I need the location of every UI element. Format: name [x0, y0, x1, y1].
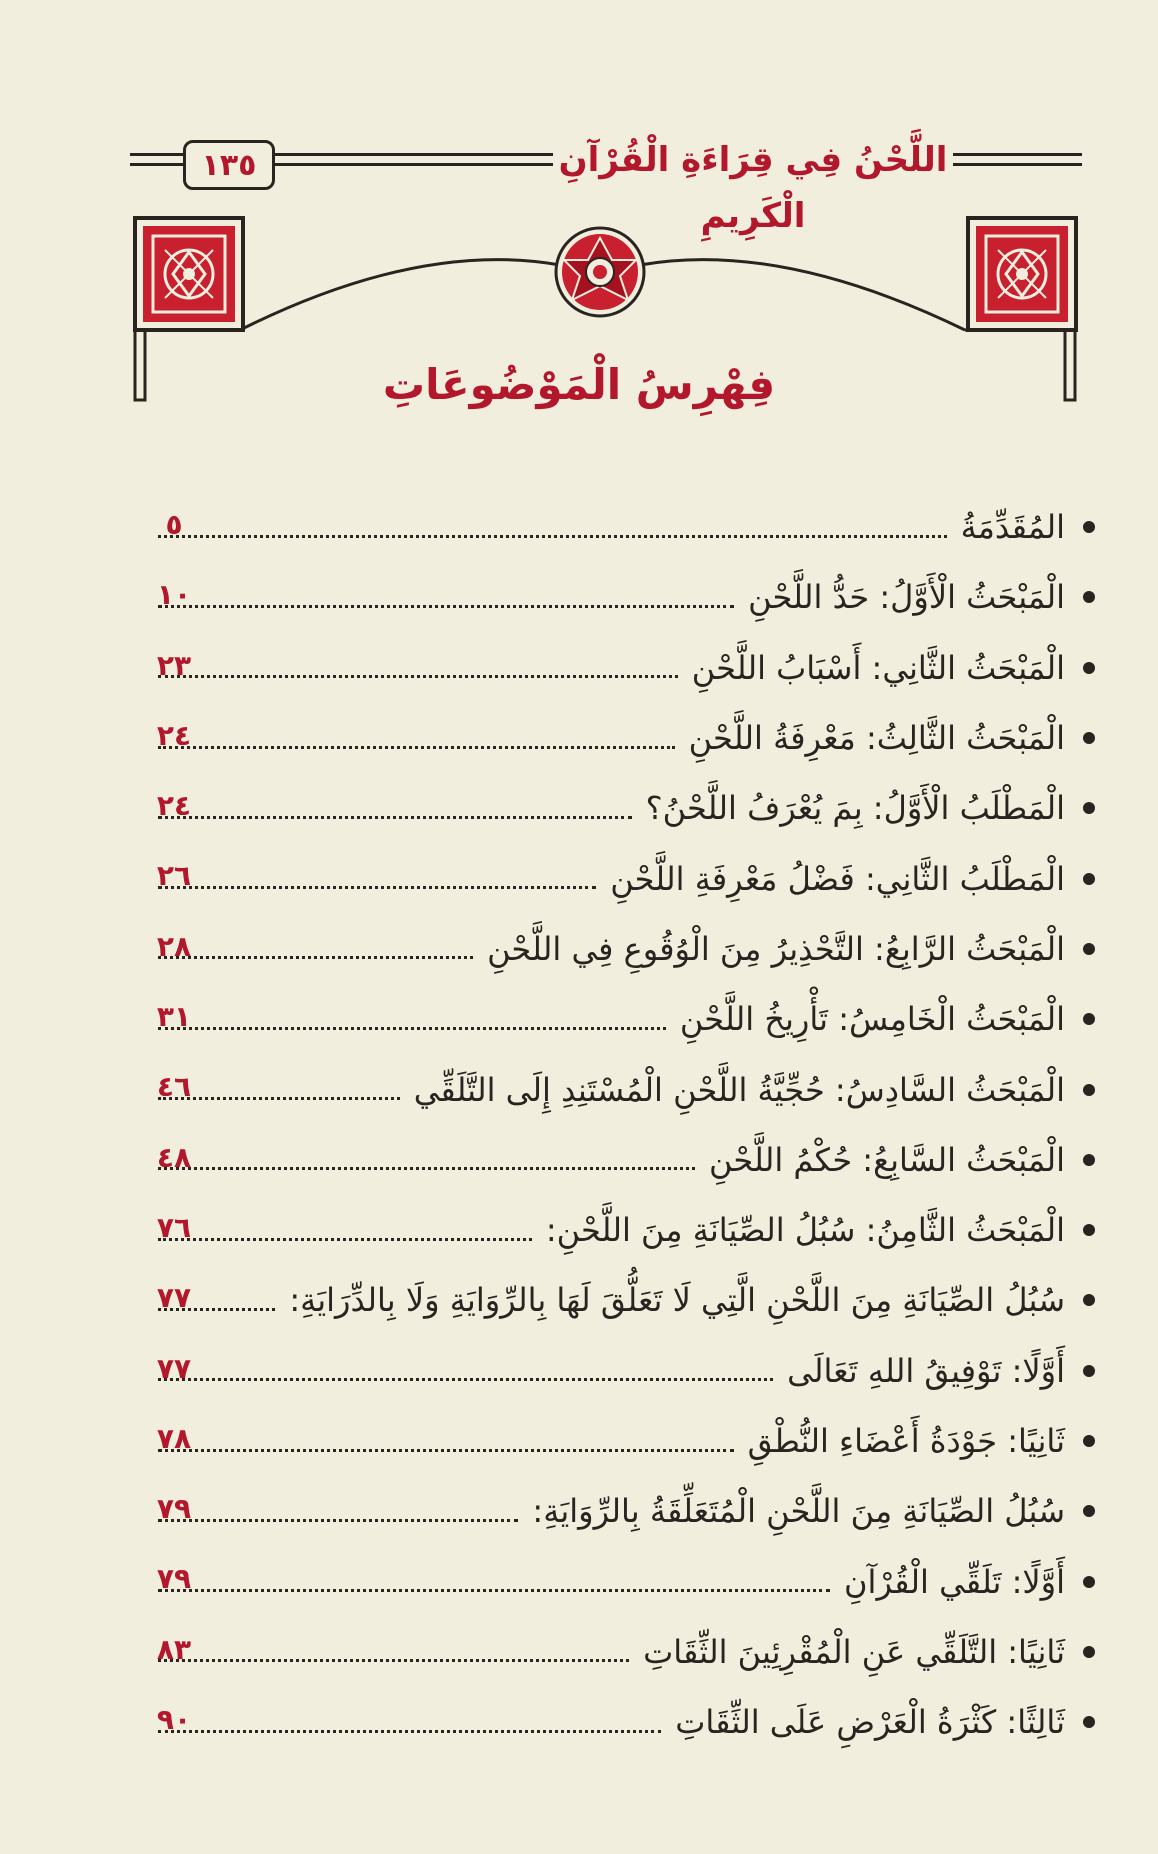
toc-entry-label: أَوَّلًا:: [1011, 1351, 1065, 1390]
toc-entry-text: [643, 1628, 1065, 1676]
toc-page-number: ٧٩: [156, 1562, 192, 1596]
toc-entry-label: الْمَطْلَبُ الثَّانِي:: [865, 859, 1065, 898]
bullet-icon: [1083, 732, 1095, 744]
toc-entry-label: الْمَبْحَثُ الثَّامِنُ:: [865, 1211, 1065, 1250]
toc-entry-title: مَعْرِفَةُ اللَّحْنِ: [688, 719, 856, 758]
toc-entry-text: [748, 573, 1065, 621]
toc-page-number: ٧٧: [156, 1351, 192, 1385]
toc-entry-text: [689, 714, 1065, 762]
dot-leader: [158, 746, 675, 749]
toc-entry[interactable]: [150, 492, 1095, 562]
toc-entry-title: حُجِّيَّةُ اللَّحْنِ الْمُسْتَنِدِ إِلَى التَّلَقِّي: [413, 1070, 825, 1109]
toc-entry[interactable]: [150, 1336, 1095, 1406]
bullet-icon: [1083, 1294, 1095, 1306]
toc-entry-title: التَّلَقِّي عَنِ الْمُقْرِئِينَ الثِّقَاتِ: [643, 1632, 998, 1671]
page-number: ١٣٥: [183, 140, 275, 190]
toc-page-number: ٧٧: [156, 1281, 192, 1315]
dot-leader: [158, 956, 473, 959]
toc-entry-text: [748, 1417, 1065, 1465]
toc-entry-text: [709, 1136, 1065, 1184]
bullet-icon: [1083, 1435, 1095, 1447]
toc-entry-text: [680, 995, 1065, 1043]
right-curve: [640, 260, 965, 330]
toc-entry[interactable]: [150, 1687, 1095, 1757]
toc-entry-text: [487, 925, 1065, 973]
toc-entry-text: [675, 1698, 1065, 1746]
toc-entry[interactable]: [150, 773, 1095, 843]
toc-entry[interactable]: [150, 1406, 1095, 1476]
dot-leader: [158, 1238, 532, 1241]
dot-leader: [158, 1659, 629, 1662]
book-title: اللَّحْنُ فِي قِرَاءَةِ الْقُرْآنِ الْكَرِيمِ: [553, 132, 953, 188]
toc-entry-title: تَلَقِّي الْقُرْآنِ: [844, 1562, 1002, 1601]
toc-entry-title: سُبُلُ الصِّيَانَةِ مِنَ اللَّحْنِ الْمُتَعَلِّقَةُ بِالرِّوَايَةِ:: [532, 1492, 1065, 1531]
bullet-icon: [1083, 1716, 1095, 1728]
toc-page-number: ٧٨: [156, 1421, 192, 1455]
toc-entry[interactable]: [150, 1125, 1095, 1195]
toc-page-number: ٢٨: [156, 929, 192, 963]
toc-entry-title: تَأْرِيخُ اللَّحْنِ: [679, 1000, 829, 1039]
toc-entry-label: الْمَطْلَبُ الْأَوَّلُ:: [872, 789, 1065, 828]
toc-entry-label: الْمَبْحَثُ الرَّابِعُ:: [874, 929, 1065, 968]
header-rule-middle-2: [265, 163, 595, 166]
bullet-icon: [1083, 591, 1095, 603]
dot-leader: [158, 1449, 734, 1452]
dot-leader: [158, 675, 678, 678]
bullet-icon: [1083, 1646, 1095, 1658]
bullet-icon: [1083, 1576, 1095, 1588]
header-rule-right: [950, 153, 1082, 156]
toc-entry-text: [787, 1347, 1065, 1395]
toc-entry-text: [844, 1558, 1065, 1606]
toc-entry[interactable]: [150, 562, 1095, 632]
dot-leader: [158, 1519, 518, 1522]
toc-page-number: ٩٠: [156, 1703, 192, 1737]
toc-page-number: ٢٤: [156, 789, 192, 823]
toc-page-number: ٨٣: [156, 1632, 192, 1666]
toc-entry-text: [532, 1487, 1065, 1535]
toc-entry-title: بِمَ يُعْرَفُ اللَّحْنُ؟: [645, 789, 863, 828]
toc-entry-title: حُكْمُ اللَّحْنِ: [708, 1140, 853, 1179]
toc-entry-text: [610, 855, 1065, 903]
bullet-icon: [1083, 943, 1095, 955]
bullet-icon: [1083, 1224, 1095, 1236]
left-curve: [240, 260, 560, 330]
header-rule-middle: [265, 153, 595, 156]
toc-entry-text: [289, 1276, 1065, 1324]
toc-entry-label: ثَانِيًا:: [1007, 1632, 1065, 1671]
toc-page-number: ٢٦: [156, 859, 192, 893]
toc-page-number: ١٠: [156, 578, 192, 612]
toc-entry-title: سُبُلُ الصِّيَانَةِ مِنَ اللَّحْنِ الَّتِي لَا تَعَلُّقَ لَهَا بِالرِّوَايَةِ وَلَا بِالدِّرَايَةِ:: [289, 1281, 1065, 1320]
toc-page-number: ٥: [165, 508, 183, 541]
bullet-icon: [1083, 662, 1095, 674]
toc-entry[interactable]: [150, 633, 1095, 703]
toc-entry-label: ثَالِثًا:: [1006, 1703, 1065, 1742]
toc-entry-text: [414, 1066, 1065, 1114]
toc-entry-title: حَدُّ اللَّحْنِ: [748, 578, 870, 617]
toc-entry[interactable]: [150, 703, 1095, 773]
toc-entry-label: الْمَبْحَثُ السَّادِسُ:: [834, 1070, 1065, 1109]
toc-entry-label: الْمَبْحَثُ الثَّانِي:: [871, 648, 1065, 687]
left-ornament-icon: [135, 218, 243, 330]
toc-entry[interactable]: [150, 843, 1095, 913]
toc-entry-text: [646, 784, 1065, 832]
toc-entry-title: التَّحْذِيرُ مِنَ الْوُقُوعِ فِي اللَّحْنِ: [487, 929, 864, 968]
right-ornament-icon: [968, 218, 1076, 330]
toc-entry-label: الْمَبْحَثُ الْخَامِسُ:: [838, 1000, 1065, 1039]
toc-entry-text: [546, 1206, 1065, 1254]
toc-page-number: ٢٤: [156, 718, 192, 752]
toc-entry-title: جَوْدَةُ أَعْضَاءِ النُّطْقِ: [747, 1422, 998, 1460]
toc-entry[interactable]: [150, 984, 1095, 1054]
toc-entry-title: أَسْبَابُ اللَّحْنِ: [691, 648, 862, 687]
toc-entry-title: المُقَدِّمَةُ: [960, 508, 1065, 547]
toc-page-number: ٢٣: [156, 648, 192, 682]
toc-entry[interactable]: [150, 1265, 1095, 1335]
toc-entry-title: فَضْلُ مَعْرِفَةِ اللَّحْنِ: [610, 859, 855, 898]
dot-leader: [158, 1378, 773, 1381]
toc-entry[interactable]: [150, 914, 1095, 984]
bullet-icon: [1083, 1365, 1095, 1377]
toc-page-number: ٣١: [156, 1000, 192, 1034]
bullet-icon: [1083, 521, 1095, 533]
dot-leader: [158, 535, 947, 538]
toc-entry-label: ثَانِيًا:: [1007, 1422, 1065, 1460]
dot-leader: [158, 1167, 695, 1170]
header-rule-left-2: [130, 163, 190, 166]
dot-leader: [158, 886, 596, 889]
toc-page-number: ٧٦: [156, 1210, 192, 1244]
header-rule-right-2: [950, 163, 1082, 166]
bullet-icon: [1083, 1505, 1095, 1517]
toc-entry-text: [961, 503, 1065, 551]
toc-entry-label: الْمَبْحَثُ السَّابِعُ:: [862, 1140, 1065, 1179]
toc-entry-text: [692, 644, 1065, 692]
toc-entry[interactable]: [150, 1195, 1095, 1265]
bullet-icon: [1083, 802, 1095, 814]
dot-leader: [158, 1027, 666, 1030]
toc-page-number: ٤٦: [156, 1070, 192, 1104]
bullet-icon: [1083, 1154, 1095, 1166]
section-title: فِهْرِسُ الْمَوْضُوعَاتِ: [382, 360, 776, 409]
toc-entry-label: أَوَّلًا:: [1011, 1562, 1065, 1601]
toc-entry[interactable]: [150, 1546, 1095, 1616]
bullet-icon: [1083, 1013, 1095, 1025]
center-rosette-icon: [556, 228, 644, 316]
bullet-icon: [1083, 873, 1095, 885]
header-rule-left: [130, 153, 190, 156]
toc-entry-title: كَثْرَةُ الْعَرْضِ عَلَى الثِّقَاتِ: [675, 1703, 997, 1742]
toc-entry[interactable]: [150, 1617, 1095, 1687]
dot-leader: [158, 1730, 661, 1733]
toc-entry-title: سُبُلُ الصِّيَانَةِ مِنَ اللَّحْنِ:: [545, 1211, 856, 1250]
bullet-icon: [1083, 1084, 1095, 1096]
table-of-contents: [150, 492, 1095, 1757]
dot-leader: [158, 1589, 830, 1592]
dot-leader: [158, 605, 734, 608]
toc-entry[interactable]: [150, 1476, 1095, 1546]
toc-entry-title: تَوْفِيقُ اللهِ تَعَالَى: [787, 1351, 1002, 1390]
toc-entry[interactable]: [150, 1054, 1095, 1124]
toc-page-number: ٤٨: [156, 1140, 192, 1174]
toc-entry-label: الْمَبْحَثُ الْأَوَّلُ:: [879, 578, 1065, 617]
dot-leader: [158, 816, 632, 819]
toc-entry-label: الْمَبْحَثُ الثَّالِثُ:: [865, 719, 1065, 758]
toc-page-number: ٧٩: [156, 1492, 192, 1526]
